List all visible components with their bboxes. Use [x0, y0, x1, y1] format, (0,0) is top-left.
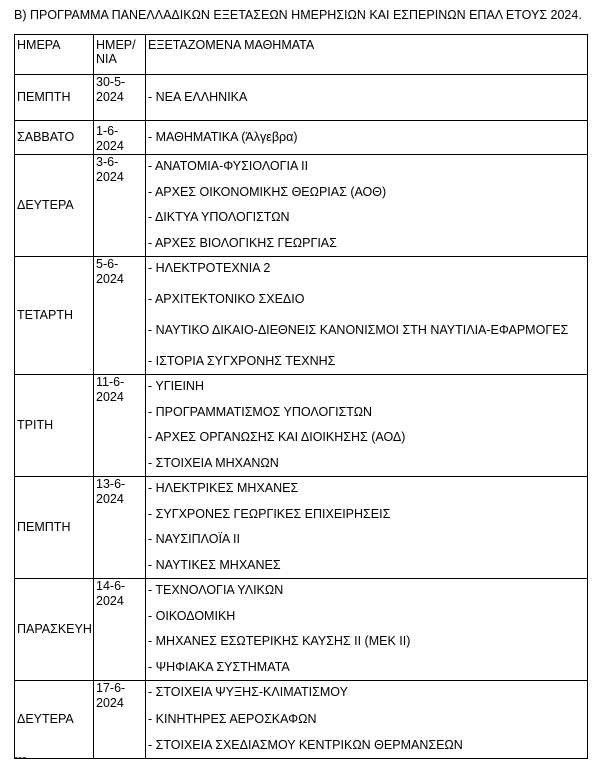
subject-item: - ΜΗΧΑΝΕΣ ΕΣΩΤΕΡΙΚΗΣ ΚΑΥΣΗΣ ΙΙ (ΜΕΚ ΙΙ): [148, 634, 411, 649]
header-day: ΗΜΕΡΑ: [15, 35, 94, 75]
subject-list: [148, 681, 585, 758]
table-row: [15, 257, 588, 375]
exam-day: ΔΕΥΤΕΡΑ: [15, 681, 94, 759]
exam-date: 11-6-2024: [94, 375, 146, 477]
exam-subjects-cell: [146, 75, 588, 121]
header-subjects: ΕΞΕΤΑΖΟΜΕΝΑ ΜΑΘΗΜΑΤΑ: [146, 35, 588, 75]
subject-item: - ΣΥΓΧΡΟΝΕΣ ΓΕΩΡΓΙΚΕΣ ΕΠΙΧΕΙΡΗΣΕΙΣ: [148, 506, 391, 521]
exam-day: ΔΕΥΤΕΡΑ: [15, 155, 94, 257]
subject-item: - ΤΕΧΝΟΛΟΓΙΑ ΥΛΙΚΩΝ: [148, 583, 284, 597]
exam-date: 1-6-2024: [94, 121, 146, 155]
subject-item: - ΙΣΤΟΡΙΑ ΣΥΓΧΡΟΝΗΣ ΤΕΧΝΗΣ: [148, 354, 336, 368]
subject-item: - ΑΡΧΙΤΕΚΤΟΝΙΚΟ ΣΧΕΔΙΟ: [148, 292, 305, 306]
subject-list: [148, 257, 585, 374]
table-header-row: [15, 35, 588, 75]
table-body: [15, 75, 588, 759]
exam-date: 5-6-2024: [94, 257, 146, 375]
table-row: [15, 121, 588, 155]
exam-day: ΠΑΡΑΣΚΕΥΗ: [15, 579, 94, 681]
subject-item: - ΟΙΚΟΔΟΜΙΚΗ: [148, 608, 236, 623]
subject-item: - ΑΡΧΕΣ ΒΙΟΛΟΓΙΚΗΣ ΓΕΩΡΓΙΑΣ: [148, 235, 337, 250]
exam-date: 13-6-2024: [94, 477, 146, 579]
table-row: [15, 579, 588, 681]
table-row: [15, 681, 588, 759]
exam-date: 30-5-2024: [94, 75, 146, 121]
subject-item: - ΜΑΘΗΜΑΤΙΚΑ (Άλγεβρα): [148, 129, 298, 144]
subject-item: - ΝΕΑ ΕΛΛΗΝΙΚΑ: [148, 89, 248, 104]
exam-day: ΤΕΤΑΡΤΗ: [15, 257, 94, 375]
table-row: [15, 75, 588, 121]
exam-schedule-table: [14, 34, 588, 759]
subject-item: - ΣΤΟΙΧΕΙΑ ΜΗΧΑΝΩΝ: [148, 455, 279, 470]
subject-item: - ΑΡΧΕΣ ΟΙΚΟΝΟΜΙΚΗΣ ΘΕΩΡΙΑΣ (ΑΟΘ): [148, 184, 387, 199]
subject-item: - ΣΤΟΙΧΕΙΑ ΨΥΞΗΣ-ΚΛΙΜΑΤΙΣΜΟΥ: [148, 685, 348, 699]
subject-item: - ΠΡΟΓΡΑΜΜΑΤΙΣΜΟΣ ΥΠΟΛΟΓΙΣΤΩΝ: [148, 404, 373, 419]
subject-list: [148, 155, 585, 256]
subject-list: [148, 75, 585, 120]
exam-day: ΠΕΜΠΤΗ: [15, 477, 94, 579]
exam-subjects-cell: [146, 579, 588, 681]
exam-subjects-cell: [146, 375, 588, 477]
table-row: [15, 477, 588, 579]
subject-item: - ΨΗΦΙΑΚΑ ΣΥΣΤΗΜΑΤΑ: [148, 659, 290, 674]
header-date: ΗΜΕΡ/ ΝΙΑ: [94, 35, 146, 75]
exam-date: 3-6-2024: [94, 155, 146, 257]
subject-item: - ΑΝΑΤΟΜΙΑ-ΦΥΣΙΟΛΟΓΙΑ ΙΙ: [148, 159, 309, 173]
subject-item: - ΣΤΟΙΧΕΙΑ ΣΧΕΔΙΑΣΜΟΥ ΚΕΝΤΡΙΚΩΝ ΘΕΡΜΑΝΣΕΩΝ: [148, 738, 463, 752]
subject-list: [148, 126, 585, 150]
exam-day: ΠΕΜΠΤΗ: [15, 75, 94, 121]
subject-item: - ΝΑΥΤΙΚΕΣ ΜΗΧΑΝΕΣ: [148, 557, 281, 572]
exam-subjects-cell: [146, 155, 588, 257]
subject-item: - ΥΓΙΕΙΝΗ: [148, 379, 204, 393]
exam-subjects-cell: [146, 257, 588, 375]
table-row: [15, 155, 588, 257]
document-title: Β) ΠΡΟΓΡΑΜΜΑ ΠΑΝΕΛΛΑΔΙΚΩΝ ΕΞΕΤΑΣΕΩΝ ΗΜΕΡΗΣΙΩΝ ΚΑΙ ΕΣΠΕΡΙΝΩΝ ΕΠΑΛ ΕΤΟΥΣ 2024.: [14, 8, 582, 22]
exam-subjects-cell: [146, 477, 588, 579]
subject-item: - ΗΛΕΚΤΡΟΤΕΧΝΙΑ 2: [148, 261, 271, 275]
exam-day: ΤΡΙΤΗ: [15, 375, 94, 477]
exam-subjects-cell: [146, 681, 588, 759]
subject-item: - ΝΑΥΤΙΚΟ ΔΙΚΑΙΟ-ΔΙΕΘΝΕΙΣ ΚΑΝΟΝΙΣΜΟΙ ΣΤΗ ΝΑΥΤΙΛΙΑ-ΕΦΑΡΜΟΓΕΣ: [148, 323, 569, 337]
subject-item: - ΚΙΝΗΤΗΡΕΣ ΑΕΡΟΣΚΑΦΩΝ: [148, 711, 317, 726]
subject-item: - ΑΡΧΕΣ ΟΡΓΑΝΩΣΗΣ ΚΑΙ ΔΙΟΙΚΗΣΗΣ (ΑΟΔ): [148, 430, 406, 445]
subject-list: [148, 477, 585, 578]
exam-subjects-cell: [146, 121, 588, 155]
subject-item: - ΔΙΚΤΥΑ ΥΠΟΛΟΓΙΣΤΩΝ: [148, 210, 290, 225]
exam-day: ΣΑΒΒΑΤΟ: [15, 121, 94, 155]
exam-date: 17-6-2024: [94, 681, 146, 759]
exam-date: 14-6-2024: [94, 579, 146, 681]
table-row: [15, 375, 588, 477]
subject-item: - ΝΑΥΣΙΠΛΟΪΑ ΙΙ: [148, 532, 240, 547]
subject-list: [148, 579, 585, 680]
footer-separator: ---: [14, 750, 27, 764]
subject-list: [148, 375, 585, 476]
subject-item: - ΗΛΕΚΤΡΙΚΕΣ ΜΗΧΑΝΕΣ: [148, 481, 299, 495]
